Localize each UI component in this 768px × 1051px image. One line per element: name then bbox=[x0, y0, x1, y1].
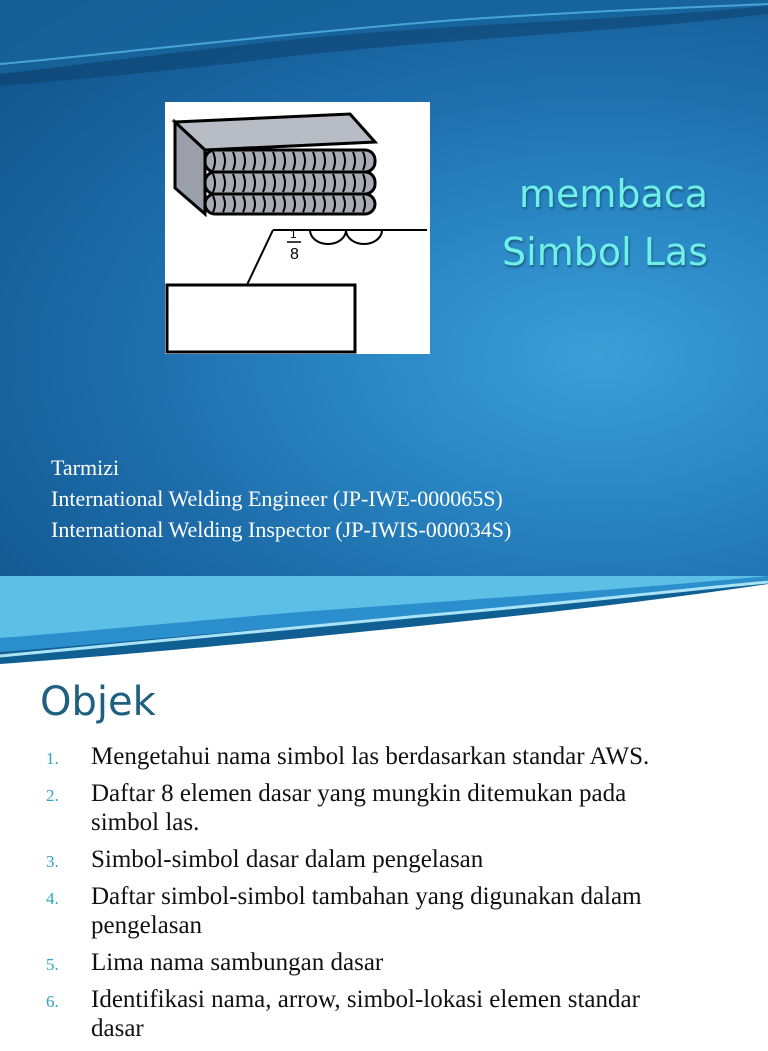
list-item-number: 3. bbox=[46, 852, 59, 871]
list-item bbox=[0, 742, 768, 771]
list-item-number: 6. bbox=[46, 992, 59, 1011]
list-item-number: 5. bbox=[46, 955, 59, 974]
section-heading: Objek bbox=[40, 679, 156, 725]
weld-symbol-illustration bbox=[165, 102, 430, 354]
list-item-number: 1. bbox=[46, 749, 59, 768]
credential-iwis: International Welding Inspector (JP-IWIS-000034S) bbox=[51, 517, 512, 542]
wave-header-decoration bbox=[0, 576, 768, 666]
list-item-number: 4. bbox=[46, 889, 59, 908]
list-item bbox=[0, 948, 768, 977]
list-item bbox=[0, 845, 768, 874]
list-item-number: 2. bbox=[46, 786, 59, 805]
list-item bbox=[0, 985, 768, 1043]
top-wave-decoration bbox=[0, 0, 768, 80]
objective-list bbox=[0, 742, 768, 1051]
base-plate bbox=[167, 285, 355, 352]
credential-iwe: International Welding Engineer (JP-IWE-000065S) bbox=[51, 486, 503, 511]
list-item-text: Simbol-simbol dasar dalam pengelasan bbox=[91, 846, 484, 873]
author-name: Tarmizi bbox=[51, 455, 120, 480]
weld-bead-layers bbox=[205, 150, 375, 214]
list-item bbox=[0, 779, 768, 837]
list-item-text: Mengetahui nama simbol las berdasarkan standar AWS. bbox=[91, 743, 650, 770]
list-item-text: Lima nama sambungan dasar bbox=[91, 949, 384, 976]
svg-text:8: 8 bbox=[290, 246, 299, 263]
author-block bbox=[51, 452, 511, 545]
content-slide bbox=[0, 576, 768, 1042]
list-item-text: Daftar simbol-simbol tambahan yang digunakan dalam pengelasan bbox=[91, 883, 642, 939]
list-item-text: Daftar 8 elemen dasar yang mungkin ditemukan pada simbol las. bbox=[91, 780, 627, 836]
svg-text:1: 1 bbox=[290, 227, 297, 241]
fraction-label bbox=[287, 227, 301, 263]
list-item bbox=[0, 882, 768, 940]
title-line-1: membaca bbox=[519, 172, 708, 216]
title-line-2: Simbol Las bbox=[502, 230, 708, 274]
list-item-text: Identifikasi nama, arrow, simbol-lokasi elemen standar dasar bbox=[91, 986, 640, 1042]
slide-title bbox=[408, 165, 708, 281]
